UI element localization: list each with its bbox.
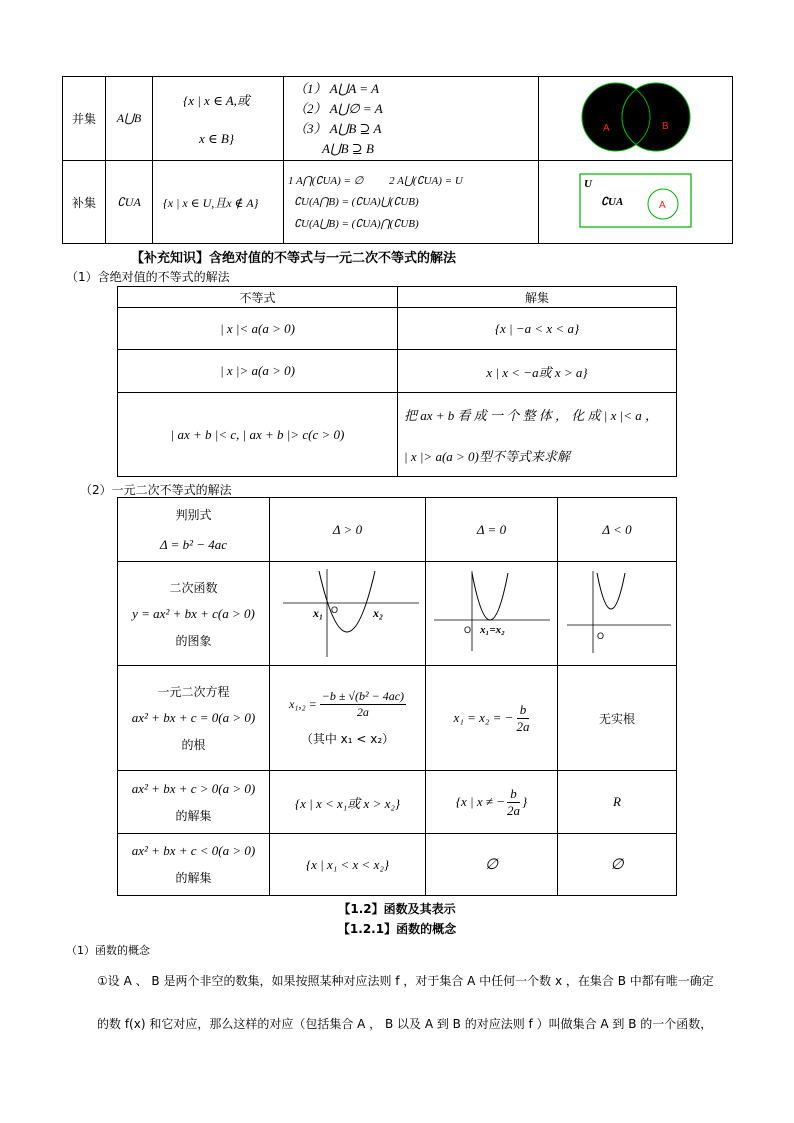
complement-name: 补集 bbox=[63, 161, 106, 244]
concept-title: （1）函数的概念 bbox=[66, 944, 150, 957]
parabola-curve bbox=[597, 573, 625, 609]
label-x1-eq-x2: x₁=x₂ bbox=[479, 623, 505, 636]
complement-properties bbox=[284, 161, 539, 244]
abs-header-solution: 解集 bbox=[398, 287, 677, 308]
union-definition bbox=[153, 77, 284, 161]
union-venn-cell bbox=[539, 77, 733, 161]
union-prop-1: （1） A⋃A = A bbox=[294, 80, 380, 96]
lt-row bbox=[118, 834, 677, 896]
complement-prop-3: ∁U(A⋂B) = (∁UA)⋃(∁UB) bbox=[294, 195, 419, 208]
union-symbol: A⋃B bbox=[106, 77, 153, 161]
concept-paragraph-line2: 的数 f(x) 和它对应，那么这样的对应（包括集合 A ， B 以及 A 到 B 的对应法则 f ）叫做集合 A 到 B 的一个函数， bbox=[97, 1017, 713, 1031]
complement-venn-diagram bbox=[579, 173, 693, 229]
gt-solution-3: R bbox=[558, 771, 677, 834]
roots-formula bbox=[289, 689, 406, 720]
abs-ineq-2: | x |> a(a > 0) bbox=[118, 350, 398, 393]
equal-roots-formula bbox=[454, 702, 530, 735]
union-def-line1: {x | x ∈ A,或 bbox=[183, 93, 250, 108]
lt-label-2: 的解集 bbox=[175, 871, 212, 885]
gt-solution-2-prefix: {x | x ≠ − bbox=[455, 794, 506, 809]
abs-sol-3 bbox=[398, 393, 677, 477]
venn-label-b: B bbox=[661, 121, 669, 132]
abs-sol-1: {x | −a < x < a} bbox=[398, 308, 677, 350]
universe-label: U bbox=[583, 177, 592, 190]
label-x1: x₁ bbox=[312, 605, 323, 620]
label-origin: O bbox=[463, 624, 471, 635]
complement-prop-2: 2 A⋃(∁UA) = U bbox=[389, 174, 463, 187]
quad-section-title: （2）一元二次不等式的解法 bbox=[80, 483, 232, 497]
roots-formula-den: 2a bbox=[356, 705, 369, 719]
lt-label-1: ax² + bx + c < 0(a > 0) bbox=[131, 843, 256, 858]
gt-solution-2-den: 2a bbox=[507, 802, 521, 818]
discriminant-row bbox=[118, 498, 677, 562]
complement-venn-cell bbox=[539, 161, 733, 244]
quadratic-table bbox=[117, 497, 677, 896]
abs-sol-2: x | x < −a或 x > a} bbox=[398, 350, 677, 393]
abs-sol-3-line1: 把 ax + b 看 成 一 个 整 体 ， 化 成 | x |< a ， bbox=[404, 407, 658, 423]
case-positive: Δ > 0 bbox=[270, 498, 426, 562]
equal-roots-lhs: x₁ = x₂ = − bbox=[453, 710, 514, 725]
venn-label-a: A bbox=[602, 123, 610, 134]
roots-row bbox=[118, 666, 677, 771]
union-prop-4: A⋃B ⊇ B bbox=[322, 140, 374, 156]
roots-formula-num: −b ± √(b² − 4ac) bbox=[321, 689, 405, 703]
table-row bbox=[118, 350, 677, 393]
complement-definition bbox=[153, 161, 284, 244]
lt-solution-1: {x | x₁ < x < x₂} bbox=[270, 834, 426, 896]
gt-label-1: ax² + bx + c > 0(a > 0) bbox=[131, 780, 256, 796]
gt-row bbox=[118, 771, 677, 834]
roots-formula-lhs: x₁,₂ = bbox=[288, 697, 317, 711]
union-prop-3: （3） A⋃B ⊇ A bbox=[294, 120, 382, 136]
table-row bbox=[118, 308, 677, 350]
equal-roots-num: b bbox=[517, 702, 530, 719]
discriminant-label: 判别式 bbox=[175, 508, 212, 522]
graph-label-1: 二次函数 bbox=[169, 580, 218, 595]
graph-label-3: 的图象 bbox=[175, 633, 212, 648]
gt-solution-2-num: b bbox=[507, 786, 520, 803]
parabola-curve bbox=[472, 573, 508, 620]
case-zero: Δ = 0 bbox=[426, 498, 558, 562]
complement-row bbox=[63, 161, 733, 244]
roots-note: （其中 x₁ < x₂） bbox=[300, 732, 395, 746]
root-label-2: ax² + bx + c = 0(a > 0) bbox=[131, 710, 256, 725]
union-name: 并集 bbox=[63, 77, 106, 161]
union-row bbox=[63, 77, 733, 161]
abs-ineq-3: | ax + b |< c, | ax + b |> c(c > 0) bbox=[118, 393, 398, 477]
heading-1-2: 【1.2】函数及其表示 bbox=[338, 902, 456, 916]
union-venn-diagram bbox=[576, 79, 696, 155]
abs-ineq-1: | x |< a(a > 0) bbox=[118, 308, 398, 350]
no-real-roots: 无实根 bbox=[558, 666, 677, 771]
case-negative: Δ < 0 bbox=[558, 498, 677, 562]
concept-paragraph-line1: ①设 A 、 B 是两个非空的数集，如果按照某种对应法则 f ，对于集合 A 中任何一个数 x ，在集合 B 中都有唯一确定 bbox=[97, 974, 714, 988]
lt-solution-3: ∅ bbox=[558, 834, 677, 896]
complement-def-line1: {x | x ∈ U,且x ∉ A} bbox=[163, 195, 259, 210]
parabola-two-roots bbox=[275, 565, 421, 659]
heading-1-2-1: 【1.2.1】函数的概念 bbox=[337, 922, 457, 936]
complement-region-label: ∁UA bbox=[600, 195, 623, 208]
discriminant-expr: Δ = b² − 4ac bbox=[159, 537, 228, 552]
union-def-line2: x ∈ B} bbox=[199, 131, 235, 146]
set-a-label: A bbox=[658, 199, 666, 211]
root-label-3: 的根 bbox=[181, 738, 206, 752]
lt-solution-2: ∅ bbox=[426, 834, 558, 896]
abs-inequality-table bbox=[117, 286, 677, 477]
graph-label-2: y = ax² + bx + c(a > 0) bbox=[132, 605, 255, 621]
gt-solution-1: {x | x < x₁或 x > x₂} bbox=[270, 771, 426, 834]
set-operations-table bbox=[62, 76, 733, 244]
root-label-1: 一元二次方程 bbox=[157, 685, 230, 699]
gt-solution-2 bbox=[456, 786, 527, 819]
complement-prop-1: 1 A⋂(∁UA) = ∅ bbox=[288, 174, 364, 187]
graph-row bbox=[118, 562, 677, 666]
equal-roots-den: 2a bbox=[516, 718, 530, 734]
parabola-one-root bbox=[430, 565, 554, 659]
gt-label-2: 的解集 bbox=[175, 808, 212, 823]
table-row bbox=[118, 393, 677, 477]
abs-section-title: （1）含绝对值的不等式的解法 bbox=[66, 270, 230, 284]
label-origin: O bbox=[597, 630, 605, 641]
supplement-title: 【补充知识】含绝对值的不等式与一元二次不等式的解法 bbox=[131, 251, 457, 266]
union-prop-2: （2） A⋃∅ = A bbox=[294, 100, 383, 116]
abs-header-inequality: 不等式 bbox=[118, 287, 398, 308]
complement-prop-4: ∁U(A⋃B) = (∁UA)⋂(∁UB) bbox=[294, 217, 419, 230]
gt-solution-2-suffix: } bbox=[522, 794, 528, 809]
complement-symbol: ∁UA bbox=[106, 161, 153, 244]
abs-sol-3-line2: | x |> a(a > 0)型不等式来求解 bbox=[404, 448, 570, 464]
label-origin: O bbox=[330, 604, 338, 615]
label-x2: x₂ bbox=[372, 605, 383, 620]
parabola-no-roots bbox=[559, 565, 675, 659]
union-properties bbox=[284, 77, 539, 161]
